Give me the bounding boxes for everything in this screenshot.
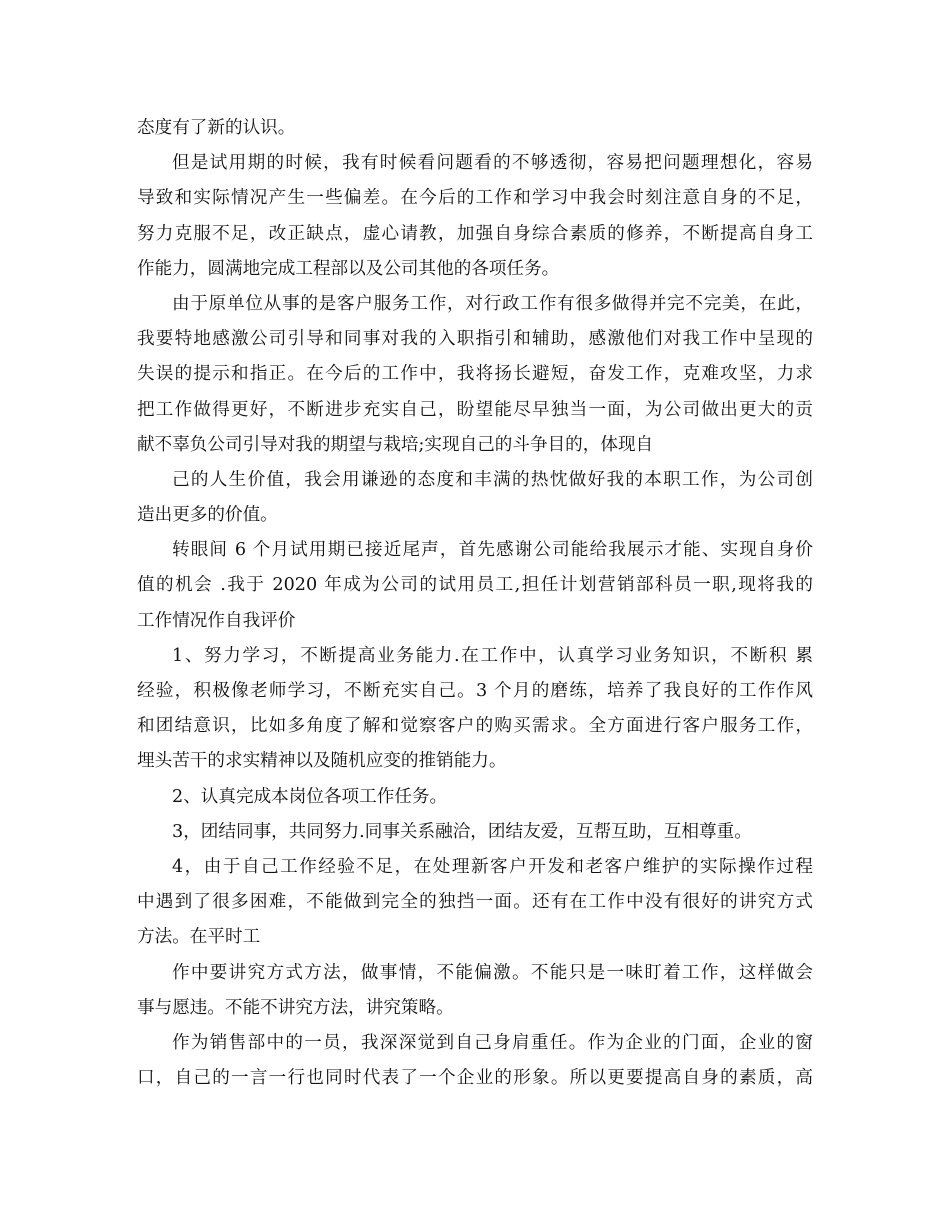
text-line: 导致和实际情况产生一些偏差。在今后的工作和学习中我会时刻注意自身的不足， xyxy=(137,188,813,209)
text-line: 我要特地感激公司引导和同事对我的入职指引和辅助，感激他们对我工作中呈现的 xyxy=(137,329,813,350)
text-line: 献不辜负公司引导对我的期望与栽培;实现自己的斗争目的，体现自 xyxy=(137,434,654,455)
text-line: 作中要讲究方式方法，做事情，不能偏激。不能只是一味盯着工作，这样做会 xyxy=(172,962,813,983)
text-line: 己的人生价值，我会用谦逊的态度和丰满的热忱做好我的本职工作，为公司创 xyxy=(172,469,813,490)
text-line: 事与愿违。不能不讲究方法，讲究策略。 xyxy=(137,997,454,1018)
text-line: 埋头苦干的求实精神以及随机应变的推销能力。 xyxy=(137,751,507,772)
text-line: 由于原单位从事的是客户服务工作，对行政工作有很多做得并完不完美，在此， xyxy=(172,293,813,314)
text-line: 中遇到了很多困难，不能做到完全的独挡一面。还有在工作中没有很好的讲究方式 xyxy=(137,892,813,913)
text-line: 方法。在平时工 xyxy=(137,927,261,948)
text-line: 口，自己的一言一行也同时代表了一个企业的形象。所以更要提高自身的素质，高 xyxy=(137,1068,813,1089)
text-line: 经验，积极像老师学习，不断充实自己。3 个月的磨练，培养了我良好的工作作风 xyxy=(137,681,813,701)
text-line: 失误的提示和指正。在今后的工作中，我将扬长避短，奋发工作，克难攻坚，力求 xyxy=(137,364,813,385)
text-line: 1、努力学习，不断提高业务能力.在工作中，认真学习业务知识，不断积 累 xyxy=(172,645,813,666)
text-line: 态度有了新的认识。 xyxy=(137,118,296,138)
text-line: 作为销售部中的一员，我深深觉到自己身肩重任。作为企业的门面，企业的窗 xyxy=(172,1032,813,1053)
text-line: 作能力，圆满地完成工程部以及公司其他的各项任务。 xyxy=(137,258,560,279)
text-line: 工作情况作自我评价 xyxy=(137,610,296,631)
text-line: 4，由于自己工作经验不足，在处理新客户开发和老客户维护的实际操作过程 xyxy=(172,856,813,877)
document-body xyxy=(137,111,813,1096)
text-line: 3，团结同事，共同努力.同事关系融洽，团结友爱，互帮互助，互相尊重。 xyxy=(172,821,752,842)
text-line: 值的机会 .我于 2020 年成为公司的试用员工,担任计划营销部科员一职,现将我的 xyxy=(137,575,813,596)
text-line: 努力克服不足，改正缺点，虚心请教，加强自身综合素质的修养，不断提高自身工 xyxy=(137,223,813,244)
text-line: 但是试用期的时候，我有时候看问题看的不够透彻，容易把问题理想化，容易 xyxy=(172,153,813,174)
text-line: 把工作做得更好，不断进步充实自己，盼望能尽早独当一面，为公司做出更大的贡 xyxy=(137,399,813,420)
text-line: 和团结意识，比如多角度了解和觉察客户的购买需求。全方面进行客户服务工作， xyxy=(137,716,813,737)
text-line: 转眼间 6 个月试用期已接近尾声，首先感谢公司能给我展示才能、实现自身价 xyxy=(172,540,813,561)
text-line: 2、认真完成本岗位各项工作任务。 xyxy=(172,786,448,807)
text-line: 造出更多的价值。 xyxy=(137,505,278,526)
